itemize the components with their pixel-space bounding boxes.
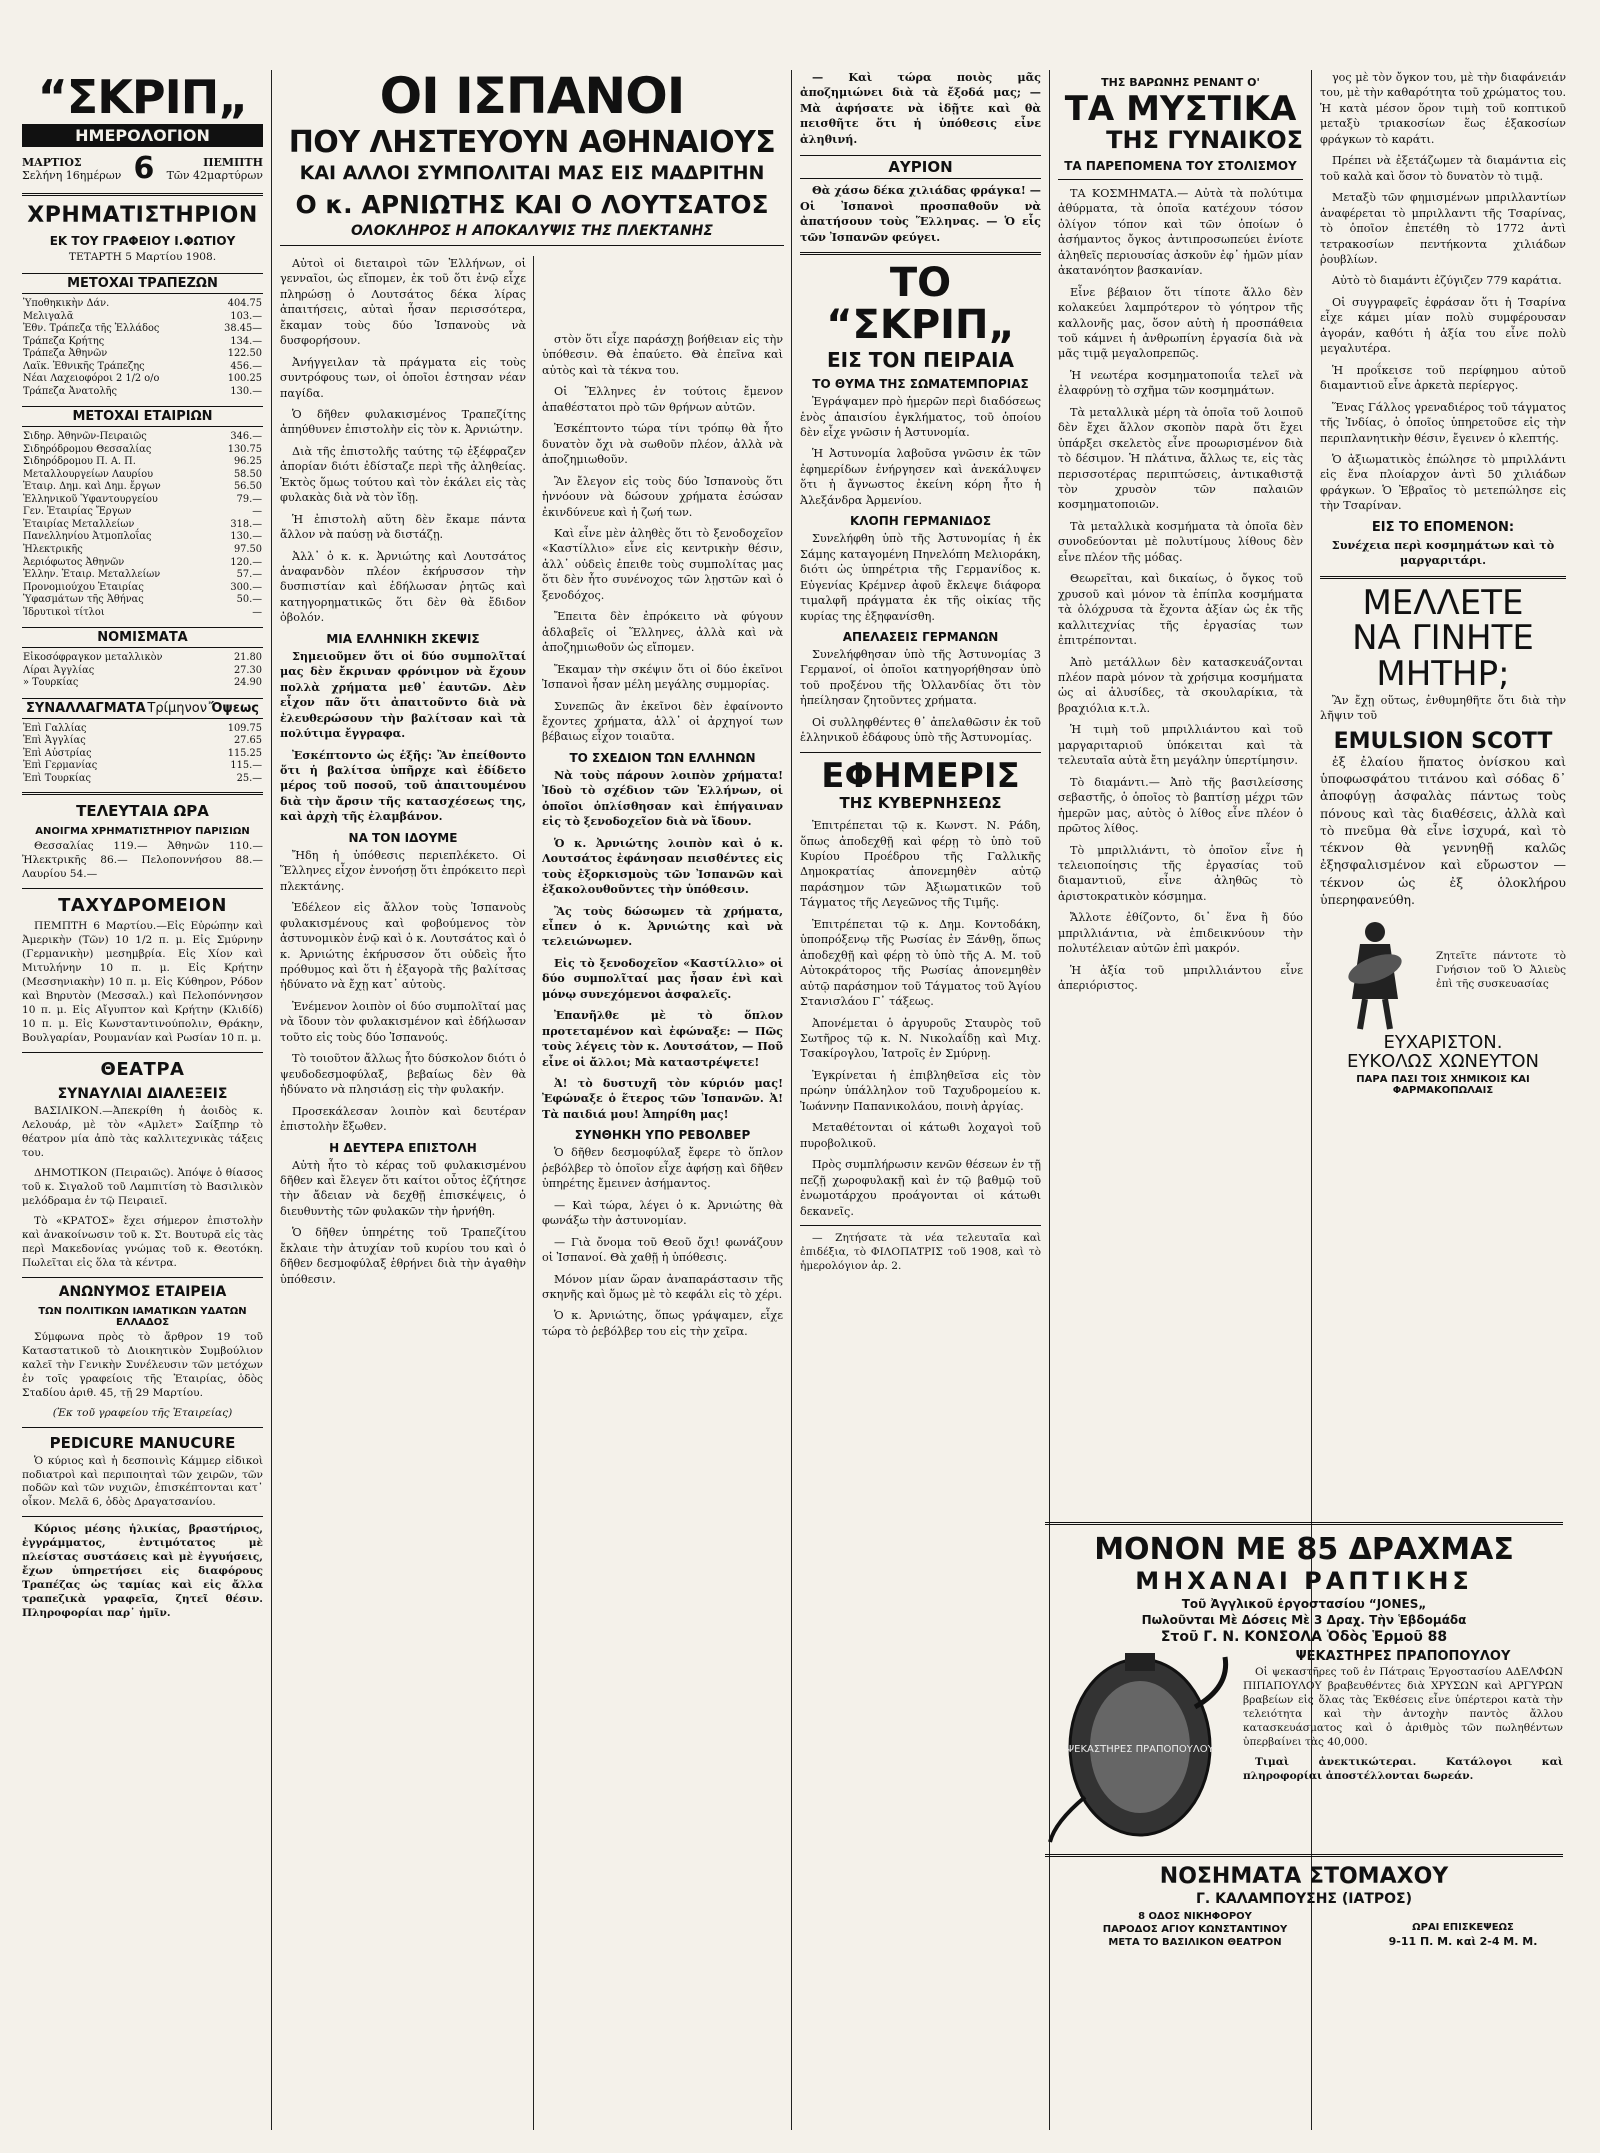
sprayer-ad	[1045, 1647, 1563, 1847]
article-paragraph: Συνελήφθη ὑπὸ τῆς Ἀστυνομίας ἡ ἐκ Σάμης καταγομένη Πηνελόπη Μελιοράκη, διότι ὡς ὑπηρέτρια τῆς Γερμανίδος κ. Εὐγενίας Κρέμνερ ἀφοῦ ἔκλεψε διάφορα τιμαλφῆ πράγματα ἐκ τῆς οἰκίας τῆς κυρίας της ἐξηφανίσθη.	[800, 532, 1041, 623]
stomach-hours-label: ΩΡΑΙ ΕΠΙΣΚΕΨΕΩΣ	[1412, 1922, 1514, 1933]
scott-text-2: ἐξ ἐλαίου ἥπατος ὀνίσκου καὶ ὑποφωσφάτου τιτάνου καὶ σόδας δ᾽ ἀποφύγῃ ἀσφαλὰς πάντως τοὺς πόνους καὶ τὰς διαθέσεις, ἀλλὰ καὶ τὸ πνεῦμα θὰ εἶνε ἰσχυρά, καὶ τὸ τέκνον θὰ γεννηθῇ καλῶς ἐξησφαλισμένον καὶ εὔρωστον — τέκνον ὡς ἐξ ὁλοκλήρου ὑπερηφανεύθη.	[1320, 753, 1566, 907]
gazette-title: ΕΦΗΜΕΡΙΣ	[821, 755, 1020, 796]
article-paragraph: Ἡ προΐκεισε τοῦ περίφημου αὐτοῦ διαμαντιοῦ εἶνε ἀρκετὰ περίεργος.	[1320, 363, 1566, 393]
exchange-row	[22, 735, 263, 748]
divider	[22, 1277, 263, 1278]
article-paragraph-bold: Ἂς τοὺς δώσωμεν τὰ χρήματα, εἶπεν ὁ κ. Ἀρνιώτης καὶ νὰ τελειώνωμεν.	[542, 903, 783, 949]
currency-row	[22, 665, 263, 678]
stomach-address-row	[1045, 1909, 1563, 1950]
article-paragraph: Ἐπιτρέπεται τῷ κ. Κωνστ. Ν. Ράδη, ὅπως ἀποδεχθῇ καὶ φέρῃ τὸ ὑπὸ τοῦ Κυρίου Προέδρου τῆς Γαλλικῆς Δημοκρατίας ἀπονεμηθὲν αὐτῷ παράσημον τῶν Ἀξιωματικῶν τοῦ Τάγματος τῆς Λεγεῶνος τῆς Τιμῆς.	[800, 819, 1041, 910]
row-value: —	[252, 606, 262, 618]
skrip-sub: ΕΙΣ ΤΟΝ ΠΕΙΡΑΙΑ	[827, 348, 1014, 373]
article-paragraph: Ἀπὸ μετάλλων δὲν κατασκευάζονται πλέον παρὰ μόνον τὰ χρήσιμα κοσμήματα ὡς αἱ ἁλυσίδες, τὰ σκουλαρίκια, τὰ βραχιόλια κ.τ.λ.	[1058, 655, 1303, 715]
sewing-line-2: ΜΗΧΑΝΑΙ ΡΑΠΤΙΚΗΣ	[1135, 1567, 1473, 1595]
row-label: Τράπεζα Κρήτης	[23, 335, 105, 347]
column-4	[792, 70, 1050, 2130]
article-paragraph: Ἄλλοτε ἐθίζοντο, δι᾽ ἕνα ἢ δύο μπριλλιάντια, νὰ ἐπιδεικνύουν τὴν πολυτέλειαν αὐτῶν ἐπὶ μακρόν.	[1058, 911, 1303, 956]
row-label: Ἑλληνικοῦ Ὑφαντουργείου	[23, 493, 158, 505]
headline-block	[280, 67, 784, 256]
columns	[14, 67, 1566, 2130]
row-value: 57.—	[236, 569, 262, 581]
article-paragraph: Ἀλλ᾽ ὁ κ. κ. Ἀρνιώτης καὶ Λουτσάτος ἀναφανδὸν πλέον ἐκήρυσσον τὴν δυσπιστίαν καὶ ἐδήλωσαν ῥητῶς καὶ κατηγορηματικῶς ὅτι δὲν θὰ ἔδιδον ὀβολόν.	[280, 549, 526, 625]
row-value: 100.25	[227, 373, 262, 385]
article-paragraph: Ὁ δῆθεν φυλακισμένος Τραπεζίτης ἀπηύθυνεν ἐπιστολὴν εἰς τὸν κ. Ἀρνιώτην.	[280, 407, 526, 437]
row-value: 300.—	[230, 581, 262, 593]
row-value: 27.30	[233, 664, 262, 676]
company-ad-sub: ΤΩΝ ΠΟΛΙΤΙΚΩΝ ΙΑΜΑΤΙΚΩΝ ΥΔΑΤΩΝ ΕΛΛΑΔΟΣ	[38, 1305, 247, 1328]
row-value: 456.—	[230, 360, 262, 372]
exchange-header: ΣΥΝΑΛΛΑΓΜΑΤΑ	[26, 700, 146, 716]
currency-table	[22, 652, 263, 690]
classified-ad: Κύριος μέσης ἡλικίας, βραστήριος, ἐγγράμματος, ἐντιμότατος μὲ πλείστας συστάσεις καὶ μὲ ἐγγυήσεις, ἔχων ὑπηρετήσει εἰς διαφόρους Τραπέζας ὡς ταμίας καὶ εἰς ἄλλα τραπεζικὰ γραφεῖα, ζητεῖ θέσιν. Πληροφορίαι παρ᾽ ἡμῖν.	[22, 1523, 263, 1620]
article-paragraph-bold: Εἰς τὸ ξενοδοχεῖον «Καστίλλιο» οἱ δύο συμπολῖταί μας ἦσαν ἑνὶ καὶ μόνῳ συνεχόμενοι ἀσφαλεῖς.	[542, 955, 783, 1001]
row-value: 404.75	[227, 297, 262, 309]
exchange-row	[22, 773, 263, 786]
currency-header: ΝΟΜΙΣΜΑΤΑ	[22, 627, 263, 648]
row-label: Ἑλλην. Ἑταιρ. Μεταλλείων	[23, 569, 161, 581]
bank-row	[22, 336, 263, 349]
article-paragraph-bold: Ἀ! τὸ δυστυχῆ τὸν κύριόν μας! Ἐφώναξε ὁ ἕτερος τῶν Ἰσπανῶν. Ἀ! Τὰ παιδιά μου! Ἀπηρίθη μας!	[542, 1076, 783, 1121]
masthead-title: “ΣΚΡΙΠ„	[37, 70, 248, 124]
stomach-hours-block	[1363, 1920, 1563, 1950]
currency-row	[22, 677, 263, 690]
article-paragraph-bold: — Καὶ τώρα ποιὸς μᾶς ἀποζημιώνει διὰ τὰ ἔξοδά μας; — Μὰ ἀφήσατε νὰ ἰδῇτε καὶ θὰ πεισθῆτε ὅτι ἡ ὑπόθεσις εἶνε ἀληθινή.	[800, 70, 1041, 146]
divider	[22, 193, 263, 196]
day-number: 6	[133, 151, 155, 186]
pedicure-text: Ὁ κύριος καὶ ἡ δεσποινὶς Κάμμερ εἰδικοὶ ποδιατροὶ καὶ περιποιηταὶ τῶν χειρῶν, τῶν ποδῶν καὶ τῶν νυχιῶν, ἐπισκέπτονται κατ᾽ οἶκον. Μελᾶ 6, ὁδὸς Δραγατσανίου.	[22, 1454, 263, 1509]
finance-source: ΕΚ ΤΟΥ ΓΡΑΦΕΙΟΥ Ι.ΦΩΤΙΟΥ	[49, 234, 236, 248]
scott-thanks: ΕΥΧΑΡΙΣΤΟΝ.	[1383, 1032, 1503, 1053]
gazette-sub: ΤΗΣ ΚΥΒΕΡΝΗΣΕΩΣ	[839, 794, 1002, 813]
column-1	[14, 70, 272, 2130]
row-label: » Τουρκίας	[23, 677, 79, 689]
row-value: 130.—	[230, 385, 262, 397]
row-value: —	[252, 506, 262, 518]
fisherman-icon	[1320, 914, 1430, 1034]
row-label: Τράπεζα Ἀθηνῶν	[23, 348, 108, 360]
company-ad-title: ΑΝΩΝΥΜΟΣ ΕΤΑΙΡΕΙΑ	[58, 1283, 227, 1300]
divider	[280, 245, 784, 246]
row-label: Μεταλλουργείων Λαυρίου	[23, 468, 154, 480]
row-value: 79.—	[236, 493, 262, 505]
sprayer-footer: Τιμαὶ ἀνεκτικώτεραι. Κατάλογοι καὶ πληροφορίαι ἀποστέλλονται δωρεάν.	[1243, 1755, 1563, 1782]
theatre-text-1: ΒΑΣΙΛΙΚΟΝ.—Ἀπεκρίθη ἡ ἀοιδὸς κ. Λελουάρ, μὲ τὸν «Αμλετ» Σαίξπηρ τὸ θέατρον μία ἀπὸ τὰς καλλιτεχνικὰς τάξεις του.	[22, 1105, 263, 1159]
headline-line-1: ΟΙ ΙΣΠΑΝΟΙ	[379, 67, 685, 125]
scott-easy: ΕΥΚΟΛΩΣ ΧΩΝΕΥΤΟΝ	[1346, 1050, 1540, 1072]
scott-big-1: ΜΕΛΛΕΤΕ	[1362, 582, 1524, 623]
banks-table	[22, 298, 263, 398]
weekday: ΠΕΜΠΤΗ	[203, 155, 263, 169]
exchange-row	[22, 760, 263, 773]
headline-line-3: ΚΑΙ ΑΛΛΟΙ ΣΥΜΠΟΛΙΤΑΙ ΜΑΣ ΕΙΣ ΜΑΔΡΙΤΗΝ	[299, 162, 765, 184]
article-paragraph: Ἡ νεωτέρα κοσμηματοποιΐα τελεῖ νὰ ἐλαφρύνῃ τὸ σχῆμα τῶν κοσμημάτων.	[1058, 368, 1303, 398]
article-col2	[280, 256, 526, 1287]
sprayer-icon	[1045, 1647, 1235, 1847]
stomach-title: ΝΟΣΗΜΑΤΑ ΣΤΟΜΑΧΟΥ	[1159, 1864, 1449, 1889]
row-label: Ἐπὶ Αὐστρίας	[23, 747, 92, 759]
article-paragraph: Συνεπῶς ἂν ἐκεῖνοι δὲν ἐφαίνοντο ἔχοντες χρήματα, ἀλλ᾽ οἱ ἀρχηγοί των βέβαιως εἶχον τοιαῦτα.	[542, 699, 783, 744]
subheading: ΤΟ ΘΥΜΑ ΤΗΣ ΣΩΜΑΤΕΜΠΟΡΙΑΣ	[812, 377, 1029, 392]
article-paragraph: Πρέπει νὰ ἐξετάζωμεν τὰ διαμάντια εἰς τοῦ καλὰ καὶ ὅσον τὸ δυνατὸν τὸ τιμᾷ.	[1320, 154, 1566, 183]
divider	[22, 792, 263, 795]
divider	[1058, 179, 1303, 180]
divider	[1320, 576, 1566, 579]
exchange-sub-right: Ὄψεως	[208, 700, 259, 716]
row-value: 58.50	[233, 468, 262, 480]
article-paragraph: Ἐγκρίνεται ἡ ἐπιβληθεῖσα εἰς τὸν πρώην ὑπάλληλον τοῦ Ταχυδρομείου κ. Ἰωάννην Παπανικολάου, ποινὴ ἀργίας.	[800, 1068, 1041, 1113]
company-row	[22, 469, 263, 482]
bank-row	[22, 386, 263, 399]
row-value: 130.—	[230, 531, 262, 543]
scott-caption: Ζητεῖτε πάντοτε τὸ Γνήσιον τοῦ Ὁ Ἀλιεὺς ἐπὶ τῆς συσκευασίας	[1436, 950, 1566, 990]
article-paragraph-bold: Ὁ κ. Ἀρνιώτης λοιπὸν καὶ ὁ κ. Λουτσάτος ἐφάνησαν πεισθέντες εἰς τοὺς ἐξορκισμοὺς τῶν Ἰσπανῶν καὶ ἐξακολουθοῦντες τὴν ὑπόθεσιν.	[542, 835, 783, 897]
companies-table	[22, 431, 263, 619]
article-paragraph: Εἶνε βέβαιον ὅτι τίποτε ἄλλο δὲν κολακεύει λαμπρότερον τὸ γόητρον τῆς καλλονῆς μας, ὅσον αὐτὴ ἡ προσπάθεια τοῦ κάμνει ἡ ἀνθρωπίνη ἐργασία διὰ νὰ μᾶς τιμᾷ μεγαλοπρεπῶς.	[1058, 285, 1303, 361]
row-value: 103.—	[230, 310, 262, 322]
company-row	[22, 456, 263, 469]
row-label: Λίραι Ἀγγλίας	[23, 664, 95, 676]
article-paragraph: Ἀνήγγειλαν τὰ πράγματα εἰς τοὺς συντρόφους των, οἱ ὁποῖοι ἐστησαν νέαν παγίδα.	[280, 355, 526, 400]
row-value: 115.25	[227, 747, 262, 759]
sewing-line-5: Στοῦ Γ. Ν. ΚΟΝΣΟΛΑ Ὁδὸς Ἑρμοῦ 88	[1160, 1629, 1448, 1645]
row-label: Ἐπὶ Ἀγγλίας	[23, 735, 86, 747]
row-label: Ὑποθηκικὴν Δάν.	[23, 297, 110, 309]
article-paragraph: Ἡ τιμὴ τοῦ μπριλλιάντου καὶ τοῦ μαργαριταριοῦ ὑπόκειται καὶ τὰ τελευταῖα αὐτὰ ἔτη μεγάλην ὑπερτίμησιν.	[1058, 723, 1303, 768]
stomach-hours: 9-11 Π. Μ. καὶ 2-4 Μ. Μ.	[1388, 1935, 1538, 1948]
article-paragraph: Ἡ Ἀστυνομία λαβοῦσα γνῶσιν ἐκ τῶν ἐφημερίδων ἐνήργησεν καὶ ἀνεκάλυψεν ὅτι ἡ ἄγνωστος ἐκείνη κόρη ἦτο ἡ Ἀλεξάνδρα Ἀρμενίου.	[800, 447, 1041, 507]
row-value: 130.75	[227, 443, 262, 455]
divider	[1045, 1522, 1563, 1525]
company-row	[22, 506, 263, 519]
row-label: Εἰκοσόφραγκον μεταλλικὸν	[23, 652, 163, 664]
skrip-title: ΤΟ “ΣΚΡΙΠ„	[826, 260, 1015, 349]
scott-figure-row	[1320, 914, 1566, 1034]
article-paragraph: Ἐπιτρέπεται τῷ κ. Δημ. Κοντοδάκη, ὑποπρόξενῳ τῆς Ρωσίας ἐν Ξάνθῃ, ὅπως ἀποδεχθῇ καὶ φέρῃ τὸ ὑπὸ τῆς Α. Μ. τοῦ Αὐτοκράτορος τῆς Ρωσίας ἀπονεμηθὲν αὐτῷ παράσημον τοῦ Τάγματος τοῦ Ἁγίου Στανισλάου Γ᾽ τάξεως.	[800, 917, 1041, 1009]
company-row	[22, 557, 263, 570]
article-paragraph: Οἱ συλληφθέντες θ᾽ ἀπελαθῶσιν ἐκ τοῦ ἑλληνικοῦ ἐδάφους ὑπὸ τῆς Ἀστυνομίας.	[800, 715, 1041, 745]
exchange-row	[22, 723, 263, 736]
divider	[22, 1516, 263, 1517]
divider	[800, 752, 1041, 753]
exchange-sub-left: Τρίμηνον	[147, 700, 207, 716]
exchange-row	[22, 748, 263, 761]
row-label: Σιδηρ. Ἀθηνῶν-Πειραιῶς	[23, 431, 147, 443]
scott-big-3: ΜΗΤΗΡ;	[1376, 654, 1510, 695]
row-label: Τράπεζα Ἀνατολῆς	[23, 385, 117, 397]
col4-footer: — Ζητήσατε τὰ νέα τελευταῖα καὶ ἐπιδέξια, τὸ ΦΙΛΟΠΑΤΡΙΣ τοῦ 1908, καὶ τὸ ἡμερολόγιον ἀρ. 2.	[800, 1232, 1041, 1272]
article-paragraph: Μόνον μίαν ὥραν ἀναπαράστασιν τῆς σκηνῆς καὶ ὅμως μὲ τὸ κεφάλι εἰς τὸ χέρι.	[542, 1272, 783, 1302]
row-label: Ἑταιρίας Μεταλλείων	[23, 518, 135, 530]
finance-date: ΤΕΤΑΡΤΗ 5 Μαρτίου 1908.	[68, 251, 217, 263]
article-paragraph: Ἡ ἐπιστολὴ αὕτη δὲν ἔκαμε πάντα ἄλλον νὰ παύσῃ νὰ διστάζῃ.	[280, 512, 526, 542]
company-row	[22, 531, 263, 544]
company-row	[22, 494, 263, 507]
article-paragraph: Ἕνας Γάλλος γρεναδιέρος τοῦ τάγματος τῆς Ἰνδίας, ὁ ὁποῖος ὑπηρετοῦσε εἰς τὴν περιπλανητικὴν θέσιν, ἔγεινεν ὁ κλεπτής.	[1320, 400, 1566, 445]
post-title: ΤΑΧΥΔΡΟΜΕΙΟΝ	[58, 895, 227, 917]
row-label: Σιδηρόδρομου Π. Α. Π.	[23, 456, 136, 468]
continuation-text: Συνέχεια περὶ κοσμημάτων καὶ τὸ μαργαριτάρι.	[1331, 537, 1555, 568]
article-paragraph: — Καὶ τώρα, λέγει ὁ κ. Ἀρνιώτης θὰ φωνάξω τὴν ἀστυνομίαν.	[542, 1198, 783, 1228]
row-label: Ὑφασμάτων τῆς Ἀθήνας	[23, 594, 144, 606]
scott-big-2: ΝΑ ΓΙΝΗΤΕ	[1352, 618, 1534, 659]
row-value: 109.75	[227, 722, 262, 734]
company-row	[22, 569, 263, 582]
subheading: ΚΛΟΠΗ ΓΕΡΜΑΝΙΔΟΣ	[849, 514, 992, 529]
divider	[800, 252, 1041, 255]
row-value: 134.—	[230, 335, 262, 347]
article-paragraph: Ἐγράψαμεν πρὸ ἡμερῶν περὶ διαδόσεως ἑνὸς ἀπαισίου ἐγκλήματος, τοῦ ὁποίου δὲν εἶχε γνῶσιν ἡ Ἀστυνομία.	[800, 395, 1041, 439]
divider	[22, 888, 263, 889]
row-value: 346.—	[230, 431, 262, 443]
article-paragraph: Μεταθέτονται οἱ κάτωθι λοχαγοὶ τοῦ πυροβολικοῦ.	[800, 1121, 1041, 1150]
pedicure-title: PEDICURE MANUCURE	[49, 1433, 236, 1452]
article-paragraph: στὸν ὅτι εἶχε παράσχῃ βοήθειαν εἰς τὴν ὑπόθεσιν. Θὰ ἐπαύετο. Θὰ ἐπεῖνα καὶ αὐτὸς καὶ τὰ τέκνα του.	[542, 333, 783, 377]
bank-row	[22, 373, 263, 386]
article-paragraph: γος μὲ τὸν ὄγκον του, μὲ τὴν διαφάνειάν του, μὲ τὴν καθαρότητα τοῦ χρώματος του. Ἡ κατὰ μέσον ὅρον τιμὴ τοῦ κοπτικοῦ μεταξὺ τριακοσίων ἕως ἑξακοσίων φράγκων τὸ καράτι.	[1320, 71, 1566, 146]
article-paragraph: Τὰ μεταλλικὰ μέρη τὰ ὁποῖα τοῦ λοιποῦ δὲν ἔχει ἄλλον σκοπὸν παρὰ ὅτι ἔχει ὑπάρξει σκελετὸς εἶνε προωρισμένον διὰ τὸ δέσιμον. Ἡ πλάτινα, ἄλλως τε, εἰς τὰς περισσοτέρας περιπτώσεις, ἀντικαθιστᾷ τὸν χρυσὸν τῶν παλαιῶν κοσμηματοποιῶν.	[1058, 405, 1303, 512]
headline-line-4: Ο κ. ΑΡΝΙΩΤΗΣ ΚΑΙ Ο ΛΟΥΤΣΑΤΟΣ	[295, 189, 769, 219]
theatre-text-3: Τὸ «ΚΡΑΤΟΣ» ἔχει σήμερον ἐπιστολὴν καὶ ἀνακοίνωσιν τοῦ κ. Στ. Βουτυρᾶ εἰς τὰς περὶ Μακεδονίας γνώμας τοῦ κ. Θεοτόκη. Πωλεῖται εἰς ὅλα τὰ κέντρα.	[22, 1214, 263, 1269]
sewing-line-3: Τοῦ Ἀγγλικοῦ ἐργοστασίου “JONES„	[1181, 1597, 1427, 1611]
stomach-addr-3: ΜΕΤΑ ΤΟ ΒΑΣΙΛΙΚΟΝ ΘΕΑΤΡΟΝ	[1108, 1937, 1282, 1948]
article-paragraph: Ἐδέλεον εἰς ἄλλον τοὺς Ἰσπανοὺς φυλακισμένους καὶ φοβούμενος τὸν ἀστυνομικὸν ἐνῷ καὶ ὁ κ. Λουτσάτος καὶ ὁ κ. Ἀρνιώτης ἐκήρυσσον ὅτι οὐδεὶς ἦτο πρόθυμος καὶ ὅτι ἡ ἐξαγορὰ τῆς βαλίτσας ἠδύνατο νὰ ἔχῃ κατ᾽ αὐτοὺς.	[280, 901, 526, 992]
article-paragraph: Ὁ ἀξιωματικὸς ἐπώλησε τὸ μπριλλάντι εἰς ἕνα πλοίαρχον ἀντὶ 50 χιλιάδων φράγκων. Ὁ Ἐβραῖος τὸ μετεπώλησε εἰς τὴν Τσαρίναν.	[1320, 452, 1566, 513]
headline-line-2: ΠΟΥ ΛΗΣΤΕΥΟΥΝ ΑΘΗΝΑΙΟΥΣ	[288, 124, 776, 160]
row-value: 50.—	[236, 594, 262, 606]
article-paragraph: Ὁ κ. Ἀρνιώτης, ὅπως γράψαμεν, εἶχε τώρα τὸ ῥεβόλβερ του εἰς τὴν χεῖρα.	[542, 1309, 783, 1338]
article-paragraph: Ἐνέμενον λοιπὸν οἱ δύο συμπολῖταί μας νὰ ἴδουν τὸν φυλακισμένον καὶ ἐδήλωσαν τοῦτο εἰς τοὺς δύο Ἰσπανούς.	[280, 999, 526, 1044]
row-label: Προνομιούχου Ἑταιρίας	[23, 581, 144, 593]
bank-row	[22, 311, 263, 324]
company-row	[22, 481, 263, 494]
article-paragraph: Ὁ δῆθεν δεσμοφύλαξ ἔφερε τὸ ὅπλον ῥεβόλβερ τὸ ὁποῖον εἶχε ἀφήσῃ καὶ δῆθεν ὑπηρέτης ἔμεινεν ἀσήμαντος.	[542, 1146, 783, 1191]
row-label: Ἐπὶ Γερμανίας	[23, 760, 98, 772]
row-value: 24.90	[233, 677, 262, 689]
article-paragraph-bold: Σημειοῦμεν ὅτι οἱ δύο συμπολῖταί μας δὲν ἔκριναν φρόνιμον νὰ ἔχουν πολλὰ χρήματα μεθ᾽ ἑαυτῶν. Δὲν εἶχον πᾶν ὅτι ἀπαιτοῦντο διὰ νὰ ἐλευθερώσουν τὴν βαλίτσαν καὶ τὰ πολύτιμα ἔγγραφα.	[280, 648, 526, 741]
moon-note: Σελήνη 16ημέρων	[22, 168, 122, 182]
article-paragraph: Τὸ τοιοῦτον ἄλλως ἦτο δύσκολον διότι ὁ ψευδοδεσμοφύλαξ, βεβαίως δὲν θὰ ἠδύνατο νὰ πλησιάσῃ εἰς τὴν φυλακήν.	[280, 1052, 526, 1097]
sprayer-label: ΨΕΚΑΣΤΗΡΕΣ ΠΡΑΠΟΠΟΥΛΟΥ	[1066, 1744, 1214, 1755]
article-paragraph: Μεταξὺ τῶν φημισμένων μπριλλαντίων ἀναφέρεται τὸ μπριλλαντι τῆς Τσαρίνας, τὸ ὁποῖον ἐπετέθη τὸ 1772 ἀντὶ τετρακοσίων πεντήκοντα χιλιάδων ῥουβλίων.	[1320, 191, 1566, 266]
row-value: 21.80	[233, 652, 262, 664]
article-paragraph: Ἐσκέπτοντο τώρα τίνι τρόπῳ θὰ ἦτο δυνατὸν ὄχι νὰ σωθοῦν πλέον, ἀλλὰ νὰ ἀποζημιωθοῦν.	[542, 422, 783, 467]
row-value: 27.65	[233, 735, 262, 747]
row-value: 38.45—	[224, 323, 262, 335]
article-paragraph: Πρὸς συμπλήρωσιν κενῶν θέσεων ἐν τῇ πεζῇ χωροφυλακῇ καὶ ἐν τῷ βαθμῷ τοῦ ἐνωμοτάρχου προάγονται οἱ κάτωθι δεκανεῖς.	[800, 1158, 1041, 1218]
row-label: Ἐθν. Τράπεζα τῆς Ἑλλάδος	[23, 323, 160, 335]
article-paragraph: Οἱ Ἕλληνες ἐν τούτοις ἔμενον ἀπαθέστατοι πρὸ τῶν θρήνων αὐτῶν.	[542, 385, 783, 414]
row-value: 318.—	[230, 518, 262, 530]
sewing-ad	[1045, 1515, 1563, 1950]
row-value: 25.—	[236, 772, 262, 784]
row-value: 115.—	[230, 760, 262, 772]
article-paragraph: Ἤδη ἡ ὑπόθεσις περιεπλέκετο. Οἱ Ἕλληνες εἶχον ἐννοήσῃ ὅτι ἐπρόκειτο περὶ πλεκτάνης.	[280, 848, 526, 893]
theatre-title: ΘΕΑΤΡΑ	[100, 1059, 185, 1081]
saints-note: Τῶν 42μαρτύρων	[166, 168, 263, 182]
subheading: ΤΟ ΣΧΕΔΙΟΝ ΤΩΝ ΕΛΛΗΝΩΝ	[569, 750, 756, 765]
row-label: Ἰδρυτικοὶ τίτλοι	[23, 606, 105, 618]
sewing-line-1: ΜΟΝΟΝ ΜΕ 85 ΔΡΑΧΜΑΣ	[1094, 1532, 1514, 1567]
divider	[800, 1225, 1041, 1226]
company-ad-text: Σύμφωνα πρὸς τὸ ἄρθρον 19 τοῦ Καταστατικοῦ τὸ Διοικητικὸν Συμβούλιον καλεῖ τὴν Γενικὴν Συνέλευσιν τῶν μετόχων ἐν τοῖς γραφείοις τῆς Ἐταιρίας, ὁδὸς Σταδίου ἀριθ. 45, τῇ 29 Μαρτίου.	[22, 1330, 263, 1399]
row-label: Πανελληνίου Ἀτμοπλοΐας	[23, 531, 152, 543]
paris-text: Θεσσαλίας 119.— Ἀθηνῶν 110.— Ἠλεκτρικῆς 86.— Πελοποννήσου 88.— Λαυρίου 54.—	[22, 840, 263, 881]
row-label: Νέαι Λαχειοφόροι 2 1/2 ο/ο	[23, 373, 160, 385]
row-label: Ἠλεκτρικῆς	[23, 544, 83, 555]
article-paragraph: Οἱ συγγραφεῖς ἐφράσαν ὅτι ἡ Τσαρίνα εἶχε κάμει μίαν πολὺ συμφέρουσαν ἀγοράν, καθότι ἡ ἀξία του εἶνε πολὺ μεγαλυτέρα.	[1320, 295, 1566, 356]
company-row	[22, 594, 263, 607]
divider	[22, 1427, 263, 1428]
subheading: ΜΙΑ ΕΛΛΗΝΙΚΗ ΣΚΕΨΙΣ	[326, 631, 480, 646]
paris-sub: ΑΝΟΙΓΜΑ ΧΡΗΜΑΤΙΣΤΗΡΙΟΥ ΠΑΡΙΣΙΩΝ	[35, 826, 250, 838]
date-row	[22, 151, 263, 186]
article-paragraph: Θεωρεῖται, καὶ δικαίως, ὁ ὄγκος τοῦ χρυσοῦ καὶ μόνον τὰ ἐπίπλα κοσμήματα τὰ ὁλόχρυσα τὰ ἔχοντα ἀξίαν ὡς ἐκ τῆς καλλιτεχνίας τῆς ἐργασίας των ἐπιτρέπονται.	[1058, 572, 1303, 648]
subheading: ΑΠΕΛΑΣΕΙΣ ΓΕΡΜΑΝΩΝ	[842, 629, 999, 644]
company-row	[22, 582, 263, 595]
subheading: ΣΥΝΘΗΚΗ ΥΠΟ ΡΕΒΟΛΒΕΡ	[574, 1128, 751, 1143]
article-paragraph: Διὰ τῆς ἐπιστολῆς ταύτης τῷ ἐξέφραζεν ἀπορίαν διότι ἐδίσταζε περὶ τῆς ἀληθείας. Ἐκτὸς ὅμως τούτου καὶ τὸν ἐκάλει εἰς τὰς φυλακὰς διὰ νὰ τὸν ἴδῃ.	[280, 444, 526, 505]
sprayer-title: ΨΕΚΑΣΤΗΡΕΣ ΠΡΑΠΟΠΟΥΛΟΥ	[1295, 1649, 1511, 1664]
banks-header: ΜΕΤΟΧΑΙ ΤΡΑΠΕΖΩΝ	[22, 273, 263, 294]
article-paragraph-bold: Ἐσκέπτοντο ὡς ἑξῆς: Ἂν ἐπείθοντο ὅτι ἡ βαλίτσα ὑπῆρχε καὶ ἐδίδετο μέρος τοῦ ποσοῦ, τοῦ ἀπαιτουμένου διὰ τὴν ἄρσιν τῆς κατασχέσεως της, καὶ ἀρχὴ τῆς ἐλαμβάνον.	[280, 747, 526, 824]
headline-line-5: ΟΛΟΚΛΗΡΟΣ Η ΑΠΟΚΑΛΥΨΙΣ ΤΗΣ ΠΛΕΚΤΑΝΗΣ	[351, 223, 713, 240]
sprayer-text-block	[1243, 1647, 1563, 1790]
article-paragraph-bold: Νὰ τοὺς πάρουν λοιπὸν χρήματα! Ἰδοὺ τὸ σχέδιον τῶν Ἑλλήνων, οἱ ὁποῖοι ὁπλίσθησαν καὶ ἐπήγαιναν εἰς τὸ ξενοδοχεῖον διὰ νὰ ἴδουν.	[542, 767, 783, 829]
exchange-table	[22, 723, 263, 786]
article-paragraph-bold: Ἐπανῆλθε μὲ τὸ ὅπλον προτεταμένον καὶ ἐφώναξε: — Πῶς τοὺς λέγεις τὸν κ. Λουτσάτον, — Ποῦ εἶνε οἱ ἄλλοι; Μὰ καταστρέψετε!	[542, 1008, 783, 1069]
article-paragraph: Καὶ εἶνε μὲν ἀληθὲς ὅτι τὸ ξενοδοχεῖον «Καστίλλιο» εἶνε εἰς κεντρικὴν θέσιν, ἀλλ᾽ οὐδεὶς ἐπειθε τοὺς συμπολίτας μας ὅτι δὲν ἦτο συνένοχος τῶν λῃστῶν καὶ ὁ ξενοδόχος.	[542, 526, 783, 602]
sprayer-text: Οἱ ψεκαστῆρες τοῦ ἐν Πάτραις Ἐργοστασίου ΑΔΕΛΦΩΝ ΠΙΠΑΠΟΥΛΟΥ βραβευθέντες διὰ ΧΡΥΣΩΝ καὶ ΑΡΓΥΡΩΝ βραβείων εἰς ὅλας τὰς Ἐκθέσεις εἶνε ὑπέρτεροι κατὰ τὴν τελειότητα καὶ τὴν ἀντοχὴν παντὸς ἄλλου κατασκευάσματος καὶ ὁ ἀριθμὸς τῶν πωληθέντων ὑπερβαίνει τὰς 40,000.	[1243, 1666, 1563, 1748]
stomach-addr-2: ΠΑΡΟΔΟΣ ΑΓΙΟΥ ΚΩΝΣΤΑΝΤΙΝΟΥ	[1102, 1924, 1288, 1935]
article-paragraph: Τὸ διαμάντι.— Ἀπὸ τῆς βασιλείσσης σεβαστῆς, ὁ ὁποῖος τὸ βαπτίσῃ μέχρι τῶν ἡμερῶν μας, αὐτὸς ὁ λίθος εἶνε πλέον ὁ πρῶτος λίθος.	[1058, 775, 1303, 836]
company-row	[22, 607, 263, 620]
currency-row	[22, 652, 263, 665]
article-paragraph: Ἔπειτα δὲν ἐπρόκειτο νὰ φύγουν ἀδλαβεῖς οἱ Ἕλληνες, ἀλλὰ καὶ νὰ ἀποζημιωθοῦν ὡς εἴπομεν.	[542, 610, 783, 655]
row-label: Ἀεριόφωτος Ἀθηνῶν	[23, 556, 125, 568]
theatre-sub: ΣΥΝΑΥΛΙΑΙ ΔΙΑΛΕΞΕΙΣ	[57, 1086, 228, 1103]
company-row	[22, 544, 263, 557]
mysteries-sub: ΤΑ ΠΑΡΕΠΟΜΕΝΑ ΤΟΥ ΣΤΟΛΙΣΜΟΥ	[1064, 158, 1297, 173]
subheading: ΝΑ ΤΟΝ ΙΔΟΥΜΕ	[348, 830, 458, 845]
stomach-address	[1045, 1909, 1345, 1950]
article-paragraph: Ἔκαμαν τὴν σκέψιν ὅτι οἱ δύο ἐκεῖνοι Ἰσπανοὶ ἦσαν μέλη μεγάλης συμμορίας.	[542, 662, 783, 692]
article-paragraph: Τὰ μεταλλικὰ κοσμήματα τὰ ὁποῖα δὲν συνοδεύονται μὲ πολυτίμους λίθους δὲν εἶνε πλέον τῆς μόδας.	[1058, 519, 1303, 564]
article-paragraph: Ἀπονέμεται ὁ ἀργυροῦς Σταυρὸς τοῦ Σωτῆρος τῷ κ. Ν. Νικολαΐδῃ καὶ Μιχ. Τσακίρογλου, Ἰατροῖς ἐν Σμύρνῃ.	[800, 1016, 1041, 1061]
mysteries-title-2: ΤΗΣ ΓΥΝΑΙΚΟΣ	[1106, 125, 1303, 154]
divider	[1045, 1854, 1563, 1857]
row-label: Σιδηρόδρομου Θεσσαλίας	[23, 443, 152, 455]
companies-header: ΜΕΤΟΧΑΙ ΕΤΑΙΡΙΩΝ	[22, 406, 263, 427]
company-row	[22, 431, 263, 444]
bank-row	[22, 348, 263, 361]
row-label: Ἐπὶ Γαλλίας	[23, 722, 87, 734]
row-value: 120.—	[230, 556, 262, 568]
exchange-header-row	[22, 698, 263, 719]
company-row	[22, 519, 263, 532]
column-3	[534, 70, 792, 2130]
stomach-addr-1: 8 ΟΔΟΣ ΝΙΚΗΦΟΡΟΥ	[1138, 1911, 1252, 1922]
theatre-text-2: ΔΗΜΟΤΙΚΟΝ (Πειραιῶς). Ἀπόψε ὁ θίασος τοῦ κ. Σιγαλοῦ τοῦ Λαμπιτίση τὸ Βασιλικὸν μελόδραμα ἐν τῷ Πειραιεῖ.	[22, 1166, 263, 1207]
row-label: Γεν. Ἑταιρίας Ἔργων	[23, 506, 132, 518]
bank-row	[22, 323, 263, 336]
article-paragraph: Ἡ ἀξία τοῦ μπριλλιάντου εἶνε ἀπεριόριστος.	[1058, 963, 1303, 993]
month: ΜΑΡΤΙΟΣ	[22, 155, 82, 169]
post-text: ΠΕΜΠΤΗ 6 Μαρτίου.—Εἰς Εὐρώπην καὶ Ἀμερικὴν (Τῶν) 10 1/2 π. μ. Εἰς Σμύρνην (Γερμανικὴν) μεσημβρία. Εἰς Χίον καὶ Μιτυλήνην 10 π. μ. Εἰς Κρήτην (Μεσσηνιακὴν) 10 π. μ. Εἰς Κύθηρον, Ρόδον καὶ Βηρυτὸν (Μεσσαλ.) καὶ Πελοπόννησον 10 π. μ. Εἰς Αἴγυπτον καὶ Κρήτην (Κλιδίδ) 10 π. μ. Εἰς Κωνσταντινούπολιν, Θράκην, Βουλγαρίαν, Ρουμανίαν καὶ Ρωσίαν 10 π. μ.	[22, 920, 263, 1045]
series-note: ΤΗΣ ΒΑΡΩΝΗΣ ΡΕΝΑΝΤ Ο'	[1101, 76, 1260, 89]
article-paragraph: — Γιὰ ὄνομα τοῦ Θεοῦ ὄχι! φωνάζουν οἱ Ἰσπανοί. Θὰ χαθῇ ἡ ὑπόθεσις.	[542, 1235, 783, 1265]
article-paragraph: Συνελήφθησαν ὑπὸ τῆς Ἀστυνομίας 3 Γερμανοί, οἱ ὁποῖοι κατηγορήθησαν ὑπὸ τοῦ προξένου τῆς Ὀλλανδίας ὅτι τὸν ἠπείλησαν ζητοῦντες χρήματα.	[800, 647, 1041, 708]
article-paragraph: Αὐτὸ τὸ διαμάντι ἐζύγιζεν 779 καράτια.	[1332, 274, 1562, 288]
row-label: Ἑταιρ. Δημ. καὶ Δημ. ἔργων	[23, 481, 161, 493]
subheading: Η ΔΕΥΤΕΡΑ ΕΠΙΣΤΟΛΗ	[329, 1140, 477, 1155]
article-paragraph: Ἂν ἔλεγον εἰς τοὺς δύο Ἰσπανοὺς ὅτι ἠννόουν νὰ δώσουν χρήματα ἐσώσαν ἐκινδύνευε καὶ ἡ ζωή των.	[542, 474, 783, 519]
bank-row	[22, 361, 263, 374]
paris-header: ΤΕΛΕΥΤΑΙΑ ΩΡΑ	[76, 802, 209, 821]
tomorrow-title: ΑΥΡΙΟΝ	[800, 155, 1041, 179]
company-row	[22, 444, 263, 457]
divider	[22, 1052, 263, 1053]
stomach-doctor: Γ. ΚΑΛΑΜΠΟΥΣΗΣ (ΙΑΤΡΟΣ)	[1196, 1891, 1412, 1907]
row-label: Μελιγαλᾶ	[23, 310, 74, 322]
scott-sold: ΠΑΡΑ ΠΑΣΙ ΤΟΙΣ ΧΗΜΙΚΟΙΣ ΚΑΙ ΦΑΡΜΑΚΟΠΩΛΑΙΣ	[1356, 1073, 1530, 1096]
calendar-title: ΗΜΕΡΟΛΟΓΙΟΝ	[22, 124, 263, 147]
article-paragraph: Αὐτοὶ οἱ διεταιροὶ τῶν Ἑλλήνων, οἱ γενναῖοι, ὡς εἴπομεν, ἐκ τοῦ ὅτι ἐνῷ εἶχε πληρώσῃ ὁ Λουτσάτος δέκα λίρας ἀπαιτήσεις, αὐταὶ ἦσαν περισσότερα, ἔκαμαν τοὺς δύο Ἰσπανοὺς νὰ δυσφορήσουν.	[280, 256, 526, 348]
sewing-line-4: Πωλοῦνται Μὲ Δόσεις Μὲ 3 Δραχ. Τὴν Ἑβδομάδα	[1141, 1613, 1467, 1627]
mysteries-title: ΤΑ ΜΥΣΤΙΚΑ	[1064, 89, 1297, 129]
row-label: Λαϊκ. Ἐθνικῆς Τράπεζης	[23, 360, 145, 372]
continuation-title: ΕΙΣ ΤΟ ΕΠΟΜΕΝΟΝ:	[1371, 519, 1515, 535]
company-ad-source: (Ἐκ τοῦ γραφείου τῆς Ἑταιρείας)	[52, 1406, 233, 1419]
row-value: 122.50	[227, 348, 262, 360]
article-paragraph: Ὁ δῆθεν ὑπηρέτης τοῦ Τραπεζίτου ἔκλαιε τὴν ἀτυχίαν τοῦ κυρίου του καὶ ὁ δῆθεν δεσμοφύλαξ ἐθρήνει διὰ τὴν ἀγαθὴν ὑπόθεσιν.	[280, 1226, 526, 1286]
finance-title: ΧΡΗΜΑΤΙΣΤΗΡΙΟΝ	[27, 203, 258, 228]
row-value: 56.50	[233, 481, 262, 493]
article-paragraph: Αὐτὴ ἦτο τὸ κέρας τοῦ φυλακισμένου δῆθεν καὶ ἔλεγεν ὅτι καίτοι οὗτος ἐζήτησε τὴν ἄδειαν νὰ δεχθῇ ἐπισκέψεις, ὁ διευθυντὴς τῶν φυλακῶν τὴν ἠρνήθη.	[280, 1158, 526, 1218]
article-paragraph: Προσεκάλεσαν λοιπὸν καὶ δευτέραν ἐπιστολὴν ἔξωθεν.	[280, 1104, 526, 1134]
article-paragraph: ΤΑ ΚΟΣΜΗΜΑΤΑ.— Αὐτὰ τὰ πολύτιμα ἀθύρματα, τὰ ὁποῖα κατέχουν τόσον ὀλίγον τόπον καὶ τῶν ὁποίων ὁ ἀσήμαντος ὄγκος ἀντιπροσωπεύει ἐνίοτε ἀληθεῖς περιουσίας ἀσκοῦν ἐφ᾽ ἡμῶν μίαν ἀκατανόητον βασκανίαν.	[1058, 186, 1303, 278]
scott-brand: EMULSION SCOTT	[1333, 728, 1553, 754]
row-value: 96.25	[233, 456, 262, 468]
article-paragraph: Τὸ μπριλλιάντι, τὸ ὁποῖον εἶνε ἡ τελειοποίησις τῆς ἐργασίας τοῦ διαμαντιοῦ, εἶνε ἀληθῶς τὸ ἀριστοκρατικὸν κόσμημα.	[1058, 843, 1303, 903]
row-value: 97.50	[233, 544, 262, 555]
tomorrow-text: Θὰ χάσω δέκα χιλιάδας φράγκα! — Οἱ Ἰσπανοὶ προσπαθοῦν νὰ ἀπατήσουν τοὺς Ἕλληνας. — Ὁ εἷς τῶν Ἰσπανῶν φεύγει.	[800, 183, 1041, 244]
scott-text-1: Ἂν ἔχῃ οὕτως, ἐνθυμηθῆτε ὅτι διὰ τὴν λῆψιν τοῦ	[1320, 693, 1566, 723]
row-label: Ἐπὶ Τουρκίας	[23, 772, 91, 784]
bank-row	[22, 298, 263, 311]
